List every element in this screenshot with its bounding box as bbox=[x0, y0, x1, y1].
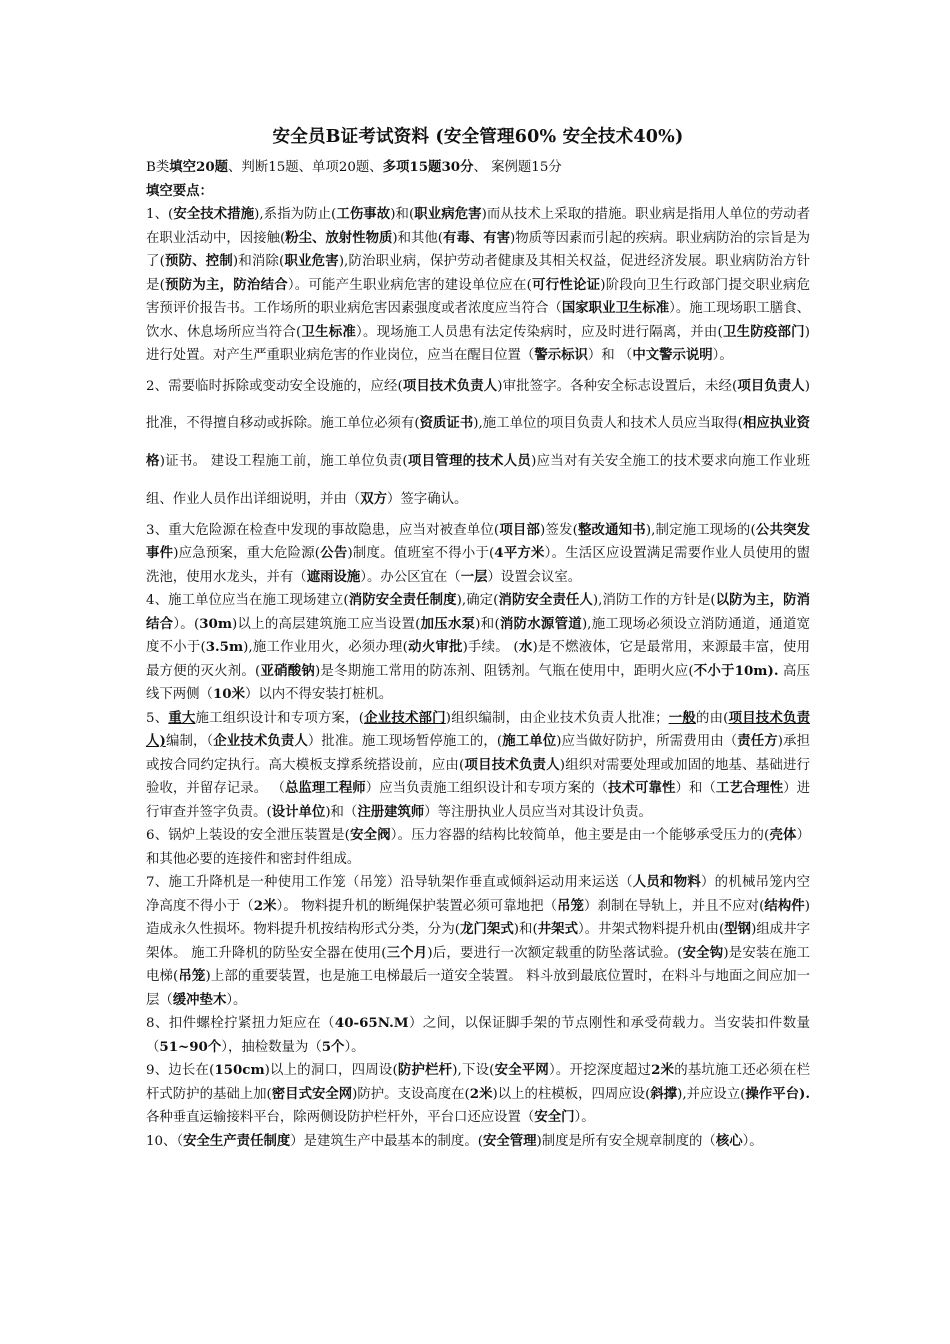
body-text: ),消防工作的方针是( bbox=[592, 593, 716, 609]
body-text: ）。 bbox=[226, 992, 247, 1008]
body-text: ),并应设立( bbox=[677, 1086, 746, 1102]
body-text: ),施工现场必须设立消防通道，通道宽度不小于( bbox=[146, 616, 811, 656]
body-text: ),施工作业用火，必须办理( bbox=[243, 640, 408, 656]
answer-text: 中文警示说明 bbox=[632, 347, 713, 363]
answer-text: 水 bbox=[518, 639, 533, 656]
paragraph-p2 bbox=[146, 368, 810, 519]
answer-text: 安全阀 bbox=[349, 827, 391, 844]
answer-text: 国家职业卫生标准 bbox=[561, 300, 670, 316]
answer-text: 三个月 bbox=[386, 944, 428, 961]
body-text: ）。压力容器的结构比较简单，他主要是由一个能够承受压力的( bbox=[390, 828, 770, 844]
answer-text: 工艺合理性 bbox=[715, 780, 784, 797]
answer-text: 安全管理 bbox=[482, 1132, 537, 1149]
answer-text: 核心 bbox=[715, 1132, 743, 1149]
body-text: 2、需要临时拆除或变动安全设施的，应经( bbox=[146, 378, 403, 394]
body-text: 1、( bbox=[146, 207, 174, 222]
answer-text: 2米 bbox=[651, 1062, 675, 1079]
answer-text: 型钢 bbox=[724, 921, 752, 938]
body-text: )制度是所有安全规章制度的（ bbox=[536, 1133, 716, 1149]
answer-text: 加压水泵 bbox=[420, 615, 476, 632]
body-text: ),防治职业病，保护劳动者健康及其相关权益，促进经济发展。职业病防治方针是( bbox=[146, 254, 811, 293]
body-text: ）进行审查并签字负责。( bbox=[146, 781, 811, 820]
paragraph-p10 bbox=[146, 1130, 810, 1154]
body-text: )批准，不得擅自移动或拆除。施工单位必须有( bbox=[146, 378, 811, 432]
body-text: )签发( bbox=[540, 522, 578, 538]
answer-text-underlined: 项目技术负责人) bbox=[146, 709, 810, 750]
body-text: ）设置会议室。 bbox=[487, 569, 582, 585]
answer-text: 总监理工程师 bbox=[284, 780, 366, 797]
body-text: ）。开挖深度超过 bbox=[549, 1063, 652, 1079]
answer-text: 相应执业资格 bbox=[146, 415, 811, 470]
body-text: ）。 物料提升机的断绳保护装置必须可靠地把（ bbox=[276, 898, 558, 914]
summary-part: 、判断15题、单项20题、 bbox=[228, 160, 383, 175]
body-text: 8、扣件螺栓拧紧扭力矩应在（ bbox=[146, 1016, 335, 1032]
answer-text: 井架式 bbox=[537, 921, 578, 938]
body-text: ）。 bbox=[712, 348, 733, 363]
answer-text: 公告 bbox=[320, 545, 348, 562]
body-text: )和（ bbox=[325, 804, 358, 820]
body-text: ),施工单位的项目负责人和技术人员应当取得( bbox=[473, 416, 743, 432]
answer-text: 卫生标准 bbox=[301, 323, 357, 340]
summary-part-bold: 填空20题 bbox=[169, 159, 229, 175]
body-text: )上部的重要装置，也是施工电梯最后一道安全装置。 料斗放到最底位置时，在料斗与地面之间应加一层（ bbox=[146, 969, 811, 1008]
body-text: 编制，（ bbox=[165, 734, 214, 750]
body-text: )证书。 建设工程施工前，施工单位负责( bbox=[159, 454, 408, 470]
answer-text: 施工单位 bbox=[502, 733, 557, 750]
body-text: ）。( bbox=[173, 616, 200, 632]
answer-text: 密目式安全网 bbox=[271, 1085, 353, 1102]
body-text: )组织编制，由企业技术负责人批准； bbox=[445, 710, 669, 726]
answer-text: 卫生防疫部门 bbox=[722, 323, 805, 340]
summary-part: 、 案例题15分 bbox=[473, 160, 562, 175]
answer-text: 消防安全责任人 bbox=[498, 592, 593, 609]
answer-text: 项目部 bbox=[499, 521, 541, 538]
answer-text: 4平方米 bbox=[494, 545, 545, 562]
document-title: 安全员B证考试资料 (安全管理60% 安全技术40%) bbox=[272, 127, 684, 147]
body-text: 的基坑施工还必须在栏杆式防护的基础上加( bbox=[146, 1063, 810, 1102]
answer-text: 3.5m bbox=[205, 639, 244, 656]
body-text: ）。生活区应设置满足需要作业人员使用的盥洗池，使用水龙头，并有（ bbox=[146, 546, 810, 585]
answer-text-underlined: 重大 bbox=[168, 709, 196, 726]
body-text: ）。现场施工人员患有法定传染病时，应及时进行隔离，并由( bbox=[356, 324, 723, 340]
answer-text: 2米 bbox=[469, 1085, 493, 1102]
answer-text: 粉尘、放射性物质 bbox=[285, 229, 393, 246]
body-text: )手续。 ( bbox=[462, 640, 519, 656]
answer-text-underlined: 企业技术部门 bbox=[363, 709, 446, 726]
answer-text: 以防为主，防消结合 bbox=[146, 592, 810, 632]
answer-text: 操作平台). bbox=[745, 1085, 810, 1102]
answer-text: 预防为主，防治结合 bbox=[164, 276, 288, 293]
body-text: ）签字确认。 bbox=[387, 491, 468, 507]
answer-text: 整改通知书 bbox=[577, 521, 646, 538]
body-text: )和( bbox=[390, 207, 415, 222]
body-text: ),确定( bbox=[456, 593, 499, 609]
answer-text: 吊笼 bbox=[178, 968, 206, 985]
paragraph-p7 bbox=[146, 871, 810, 1012]
answer-text: 项目技术负责人 bbox=[464, 756, 560, 773]
answer-text: 消防安全责任制度 bbox=[348, 592, 457, 609]
body-text: ）之间，以保证脚手架的节点刚性和承受荷载力。当安装扣件数量（ bbox=[146, 1016, 810, 1055]
answer-text-underlined: 一般 bbox=[668, 709, 696, 726]
body-text: )物质等因素而引起的疾病。职业病防治的宗旨是为了( bbox=[146, 230, 811, 269]
answer-text: 项目管理的技术人员 bbox=[407, 453, 532, 470]
answer-text: 斜撑 bbox=[650, 1085, 678, 1102]
paragraph-p9 bbox=[146, 1059, 810, 1130]
answer-text: 亚硝酸钠 bbox=[260, 662, 315, 679]
paragraph-list bbox=[146, 203, 810, 1153]
body-text: ）等注册执业人员应当对其设计负责。 bbox=[424, 804, 652, 820]
answer-text: 消防水源管道 bbox=[499, 615, 582, 632]
answer-text bbox=[364, 710, 446, 726]
body-text: )和消除( bbox=[232, 254, 285, 269]
answer-text: 可行性论证 bbox=[531, 276, 601, 293]
paragraph-p5 bbox=[146, 707, 810, 825]
body-text: ）是建筑生产中最基本的制度。( bbox=[290, 1133, 483, 1149]
body-text: )和( bbox=[475, 616, 500, 632]
body-text: )应急预案，重大危险源( bbox=[173, 546, 321, 562]
answer-text: 安全平网 bbox=[494, 1062, 549, 1079]
answer-text: 双方 bbox=[360, 490, 388, 507]
answer-text: 不小于10m). bbox=[693, 662, 779, 679]
body-text: 9、边长在( bbox=[146, 1063, 215, 1079]
body-text: ）。办公区宜在（ bbox=[360, 569, 461, 585]
answer-text: 人员和物料 bbox=[632, 874, 702, 891]
body-text: ）。施工现场职工膳食、饮水、休息场所应当符合( bbox=[146, 301, 811, 340]
body-text: )进行处置。对产生严重职业病危害的作业岗位，应当在醒目位置（ bbox=[146, 324, 810, 363]
answer-text: 项目负责人 bbox=[737, 377, 805, 394]
paragraph-p8 bbox=[146, 1012, 810, 1059]
body-text: 10、（ bbox=[146, 1133, 184, 1149]
answer-text: 防护栏杆 bbox=[397, 1062, 453, 1079]
paragraph-p6 bbox=[146, 824, 810, 871]
answer-text: 30m bbox=[199, 615, 232, 632]
body-text: ）和（ bbox=[675, 781, 716, 797]
body-text: ）应当负责施工组织设计和专项方案的（ bbox=[365, 781, 609, 797]
answer-text: 缓冲垫木 bbox=[172, 991, 227, 1008]
body-text: )审批签字。各种安全标志设置后，未经( bbox=[497, 378, 738, 394]
answer-text: 技术可靠性 bbox=[608, 780, 676, 797]
body-text: 施工组织设计和专项方案，( bbox=[195, 710, 364, 726]
answer-text: 安全技术措施 bbox=[173, 206, 255, 222]
body-text: 的由( bbox=[695, 710, 729, 726]
body-text: 各种垂直运输接料平台，除两侧设防护栏杆外，平台口还应设置（ bbox=[146, 1110, 535, 1126]
body-text: )以上的高层建筑施工应当设置( bbox=[232, 616, 421, 632]
body-text: 5、 bbox=[146, 710, 169, 726]
body-text: )造成永久性损坏。物料提升机按结构形式分类，分为( bbox=[146, 898, 811, 938]
body-text: ）刹制在导轨上，并且不应对( bbox=[584, 898, 765, 914]
answer-text: 10米 bbox=[212, 686, 245, 703]
answer-text: 结构件 bbox=[764, 897, 805, 914]
answer-text: 51~90个 bbox=[159, 1038, 222, 1055]
body-text: )而从技术上采取的措施。职业病是指用人单位的劳动者在职业活动中，因接触( bbox=[146, 207, 811, 246]
answer-text: 预防、控制 bbox=[164, 253, 233, 269]
answer-text: 工伤事故 bbox=[336, 206, 391, 222]
answer-text: 40-65N.M bbox=[334, 1015, 409, 1032]
answer-text: 2米 bbox=[253, 897, 277, 914]
answer-text: 壳体 bbox=[769, 827, 797, 844]
body-text: )应当做好防护，所需费用由（ bbox=[556, 734, 738, 750]
summary-line bbox=[146, 156, 810, 180]
body-text: ）以内不得安装打桩机。 bbox=[244, 687, 393, 703]
paragraph-p1 bbox=[146, 203, 810, 368]
summary-part-bold: 多项15题30分 bbox=[382, 159, 474, 175]
answer-text: 吊笼 bbox=[557, 897, 584, 914]
body-text: )制度。值班室不得小于( bbox=[347, 546, 495, 562]
body-text: ）和 （ bbox=[587, 348, 633, 363]
answer-text: 一层 bbox=[460, 568, 488, 585]
answer-text: 责任方 bbox=[737, 733, 778, 750]
answer-text: 警示标识 bbox=[534, 347, 588, 363]
answer-text: 设计单位 bbox=[271, 803, 326, 820]
body-text: )承担或按合同约定执行。高大模板支撑系统搭设前，应由( bbox=[146, 734, 810, 773]
body-text: )和( bbox=[513, 922, 538, 938]
answer-text: 注册建筑师 bbox=[357, 803, 425, 820]
answer-text: 项目技术负责人 bbox=[402, 377, 498, 394]
body-text: )是安装在施工电梯( bbox=[146, 945, 811, 985]
answer-text: 公共突发事件 bbox=[146, 521, 810, 562]
body-text: 7、施工升降机是一种使用工作笼（吊笼）沿导轨架作垂直或倾斜运动用来运送（ bbox=[146, 875, 633, 891]
body-text: ），抽检数量为（ bbox=[221, 1039, 322, 1055]
body-text: )是不燃液体，它是最常用，来源最丰富，使用最方便的灭火剂。( bbox=[146, 640, 810, 679]
body-text: ）。 bbox=[344, 1039, 365, 1055]
body-text: ）。 bbox=[742, 1133, 763, 1149]
body-text: 6、锅炉上装设的安全泄压装置是( bbox=[146, 828, 350, 844]
document-page bbox=[146, 124, 810, 1153]
body-text: ）。可能产生职业病危害的建设单位应在( bbox=[287, 277, 532, 293]
body-text: )防护。支设高度在( bbox=[352, 1086, 470, 1102]
body-text: ）和其他必要的连接件和密封件组成。 bbox=[146, 828, 810, 867]
answer-text: 安全生产责任制度 bbox=[183, 1132, 291, 1149]
answer-text: 职业病危害 bbox=[414, 206, 482, 222]
body-text: )以上的洞口，四周设( bbox=[264, 1063, 398, 1079]
body-text: ),下设( bbox=[452, 1063, 495, 1079]
answer-text: 动火审批 bbox=[407, 639, 463, 656]
answer-text: 职业危害 bbox=[284, 253, 339, 269]
answer-text: 安全门 bbox=[534, 1109, 575, 1126]
paragraph-p3 bbox=[146, 519, 810, 590]
body-text: )组成井字架体。 施工升降机的防坠安全器在使用( bbox=[146, 922, 811, 961]
body-text: ),系指为防止( bbox=[254, 207, 337, 222]
body-text: )应当对有关安全施工的技术要求向施工作业班组、作业人员作出详细说明，并由（ bbox=[146, 454, 810, 507]
body-text: 3、重大危险源在检查中发现的事故隐患，应当对被查单位( bbox=[146, 522, 500, 538]
answer-text: 5个 bbox=[321, 1038, 345, 1055]
body-text: )是冬期施工常用的防冻剂、阻锈剂。气瓶在使用中，距明火应( bbox=[314, 663, 694, 679]
answer-text: 企业技术负责人 bbox=[213, 733, 308, 750]
body-text: ),制定施工现场的( bbox=[645, 522, 756, 538]
answer-text: 资质证书 bbox=[419, 415, 474, 432]
paragraph-p4 bbox=[146, 589, 810, 707]
section-heading: 填空要点： bbox=[146, 182, 213, 199]
summary-part: B类 bbox=[146, 160, 170, 175]
answer-text: 150cm bbox=[214, 1062, 265, 1079]
answer-text: 遮雨设施 bbox=[306, 568, 361, 585]
body-text: ）。井架式物料提升机由( bbox=[578, 922, 725, 938]
body-text: )阶段向卫生行政部门提交职业病危害预评价报告书。工作场所的职业病危害因素强度或者浓度应当符合（ bbox=[146, 277, 811, 316]
body-text: )后，要进行一次额定载重的防坠落试验。( bbox=[427, 945, 683, 961]
body-text: )组织对需要处理或加固的地基、基础进行验收，并留存记录。 （ bbox=[146, 757, 810, 797]
body-text: ）。 bbox=[574, 1110, 595, 1126]
body-text: 4、施工单位应当在施工现场建立( bbox=[146, 593, 349, 609]
body-text: ）的机械吊笼内空净高度不得小于（ bbox=[146, 875, 810, 914]
body-text: 高压线下两侧（ bbox=[146, 663, 810, 703]
answer-text bbox=[669, 710, 696, 726]
answer-text: 龙门架式 bbox=[460, 921, 514, 938]
answer-text: 安全钩 bbox=[682, 944, 724, 961]
body-text: )以上的柱模板，四周应设( bbox=[492, 1086, 651, 1102]
answer-text bbox=[168, 710, 195, 726]
body-text: ）批准。施工现场暂停施工的，( bbox=[307, 734, 503, 750]
answer-text: 有毒、有害 bbox=[443, 229, 511, 246]
body-text: )和其他( bbox=[392, 230, 444, 246]
